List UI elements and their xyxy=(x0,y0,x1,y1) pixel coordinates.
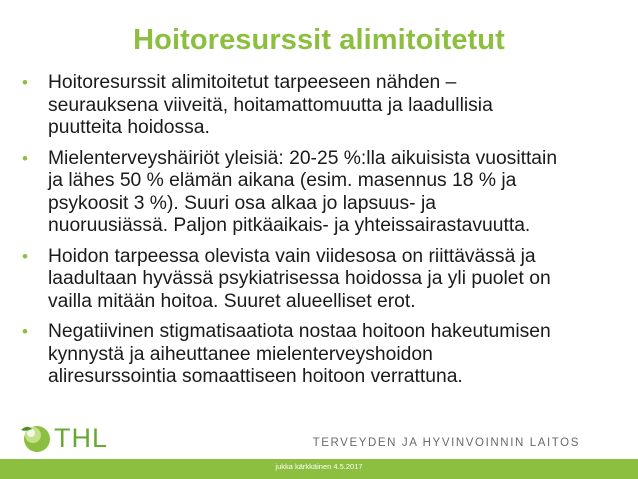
footer-bar xyxy=(0,459,638,479)
slide-title: Hoitoresurssit alimitoitetut xyxy=(133,24,505,56)
bullet-item xyxy=(22,246,622,314)
footer-text: jukka kärkkäinen 4.5.2017 xyxy=(275,462,363,471)
bullet-line: ja lähes 50 % elämän aikana (esim. masennus 18 % ja xyxy=(48,170,517,191)
bullet-line: puutteita hoidossa. xyxy=(48,117,210,138)
bullet-icon: • xyxy=(22,73,28,92)
bullet-line: kynnystä ja aiheuttanee mielenterveyshoidon xyxy=(48,343,433,365)
bullet-icon: • xyxy=(22,148,28,168)
bullet-line: aliresurssointia somaattiseen hoitoon verrattuna. xyxy=(48,366,463,387)
organization-name: TERVEYDEN JA HYVINVOINNIN LAITOS xyxy=(312,437,580,449)
thl-logo xyxy=(18,421,108,455)
bullet-line: Hoitoresurssit alimitoitetut tarpeeseen nähden – xyxy=(48,72,457,93)
bullet-line: vailla mitään hoitoa. Suuret alueelliset erot. xyxy=(48,290,416,312)
bullet-line: seurauksena viiveitä, hoitamattomuutta ja laadullisia xyxy=(48,94,493,116)
bullet-line: Hoidon tarpeessa olevista vain viidesosa on riittävässä ja xyxy=(48,245,536,267)
bullet-line: psykoosit 3 %). Suuri osa alkaa jo lapsuus- ja xyxy=(48,192,436,214)
bullet-item xyxy=(22,72,622,140)
logo-text: THL xyxy=(54,423,109,453)
bullet-line: Mielenterveyshäiriöt yleisiä: 20-25 %:lla aikuisista vuosittain xyxy=(48,147,558,169)
bullet-line: Negatiivinen stigmatisaatiota nostaa hoitoon hakeutumisen xyxy=(48,321,551,342)
bullet-icon: • xyxy=(22,322,28,341)
bullet-list xyxy=(22,72,622,397)
bullet-line: nuoruusiässä. Paljon pitkäaikais- ja yhteissairastavuutta. xyxy=(48,215,531,236)
bullet-item xyxy=(22,148,622,238)
bullet-line: laadultaan hyvässä psykiatrisessa hoidossa ja yli puolet on xyxy=(48,268,551,289)
bullet-item xyxy=(22,321,622,389)
thl-leaf-icon xyxy=(18,421,52,455)
bullet-icon: • xyxy=(22,246,28,266)
